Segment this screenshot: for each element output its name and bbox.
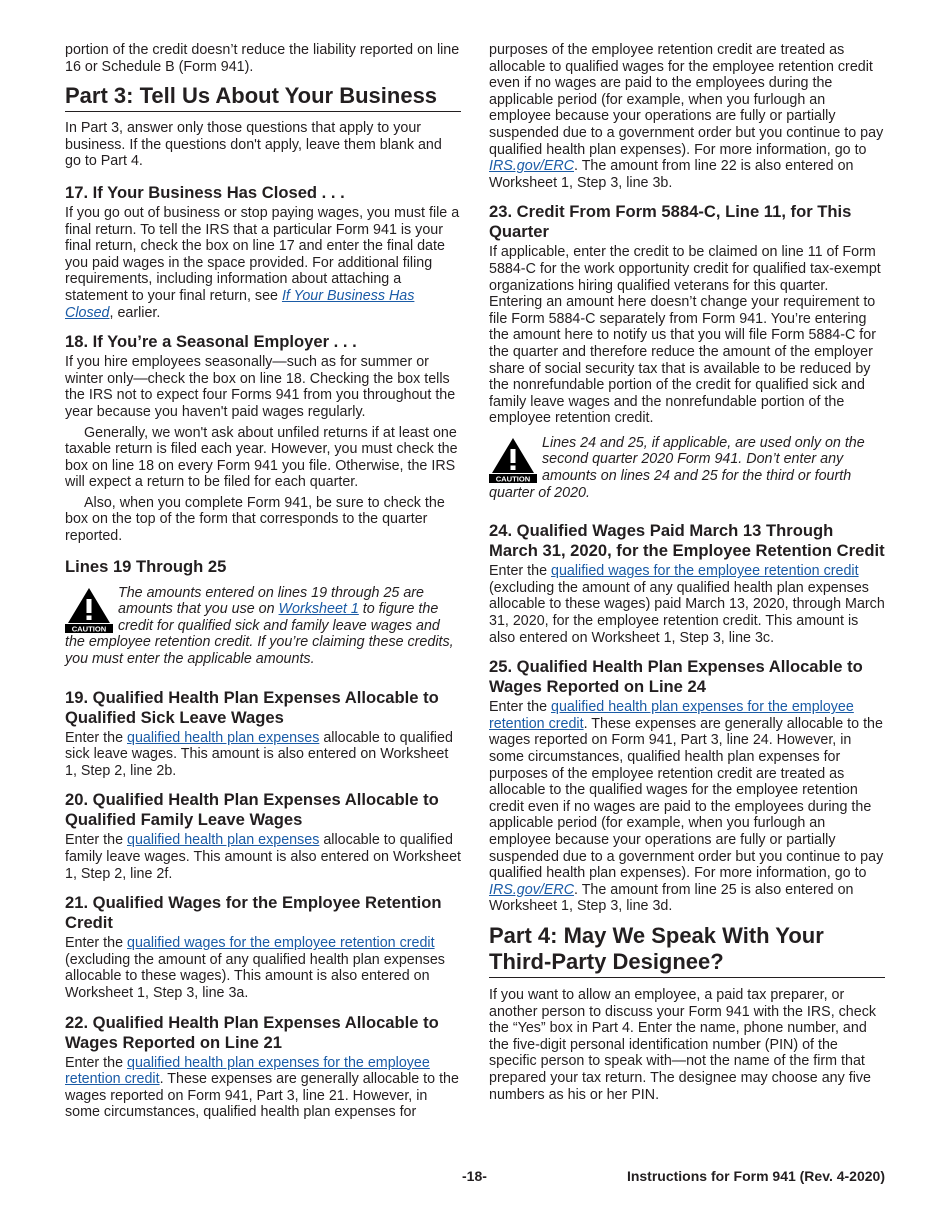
caution-note-1 bbox=[65, 585, 461, 668]
line22-continued: purposes of the employee retention credit are treated as allocable to qualified wages for the employee retention credit even if no wages are paid to the employees during the applicable period (for example, when you furlough an employee because your operations are fully or partially suspended due to a government order but you continue to pay qualified health plan expenses). For more information, go to IRS.gov/ERC. The amount from line 22 is also entered on Worksheet 1, Step 3, line 3b. bbox=[489, 42, 884, 191]
irs-erc-link-2[interactable]: IRS.gov/ERC bbox=[489, 881, 575, 898]
part3-heading: Part 3: Tell Us About Your Business bbox=[65, 83, 461, 112]
line25-heading: 25. Qualified Health Plan Expenses Allocable to Wages Reported on Line 24 bbox=[489, 657, 863, 697]
business-closed-link[interactable]: If Your Business Has Closed bbox=[65, 287, 415, 321]
line22-text: Enter the qualified health plan expenses for the employee retention credit. These expenses are generally allocable to the wages reported on Form 941, Part 3, line 21. However, in some circumstances, qualified health plan expenses for bbox=[65, 1054, 459, 1121]
part4-heading: Part 4: May We Speak With Your Third-Party Designee? bbox=[489, 923, 885, 978]
line18-para1: If you hire employees seasonally—such as for summer or winter only—check the box on line 18. Checking the box tells the IRS not to expect four Forms 941 from you throughout the year because you haven't paid wages regularly. bbox=[65, 354, 456, 420]
caution-label: CAUTION bbox=[71, 624, 107, 633]
line17-heading: 17. If Your Business Has Closed . . . bbox=[65, 182, 345, 202]
caution-label: CAUTION bbox=[495, 474, 531, 483]
line19-heading: 19. Qualified Health Plan Expenses Allocable to Qualified Sick Leave Wages bbox=[65, 687, 439, 727]
right-column bbox=[489, 40, 885, 1103]
lines19-25-heading: Lines 19 Through 25 bbox=[65, 556, 227, 576]
line24-heading: 24. Qualified Wages Paid March 13 Through March 31, 2020, for the Employee Retention Credit bbox=[489, 521, 885, 561]
line19-text: Enter the qualified health plan expenses allocable to qualified sick leave wages. This amount is also entered on Worksheet 1, Step 2, line 2b. bbox=[65, 729, 453, 779]
caution-2-text: Lines 24 and 25, if applicable, are used only on the second quarter 2020 Form 941. Don’t enter any amounts on lines 24 and 25 for the third or fourth quarter of 2020. bbox=[489, 434, 865, 501]
line20-text: Enter the qualified health plan expenses allocable to qualified family leave wages. This amount is also entered on Worksheet 1, Step 2, line 2f. bbox=[65, 832, 462, 882]
line25-text: Enter the qualified health plan expenses for the employee retention credit. These expenses are generally allocable to the wages reported on Form 941, Part 3, line 24. However, in some circumstances, qualified health plan expenses for purposes of the employee retention credit are treated as allocable to the qualified wages for the employee retention credit even if no wages are paid to the employees during the applicable period (for example, when you furlough an employee because your operations are fully or partially suspended due to a government order but you continue to pay qualified health plan expenses). For more information, go to IRS.gov/ERC. The amount from line 25 is also entered on Worksheet 1, Step 3, line 3d. bbox=[489, 699, 884, 915]
part4-text: If you want to allow an employee, a paid tax preparer, or another person to discuss your Form 941 with the IRS, check the “Yes” box in Part 4. Enter the name, phone number, and the five-digit personal identification number (PIN) of the specific person to speak with—not the name of the firm that prepared your tax return. The designee may choose any five numbers as his or her PIN. bbox=[489, 986, 876, 1103]
part3-text: In Part 3, answer only those questions that apply to your business. If the questions don't apply, leave them blank and go to Part 4. bbox=[65, 120, 442, 170]
health-plan-expenses-erc-link-2[interactable]: qualified health plan expenses for the employee retention credit bbox=[489, 699, 854, 732]
worksheet-1-link[interactable]: Worksheet 1 bbox=[278, 601, 359, 618]
line22-heading: 22. Qualified Health Plan Expenses Allocable to Wages Reported on Line 21 bbox=[65, 1012, 439, 1052]
line18-para2: Generally, we won't ask about unfiled returns if at least one taxable return is filed each year. However, you must check the box on line 18 on every Form 941 you file. Otherwise, the IRS will expect a return to be filed for each quarter. bbox=[65, 424, 458, 491]
line21-heading: 21. Qualified Wages for the Employee Retention Credit bbox=[65, 893, 442, 933]
health-plan-expenses-erc-link-1[interactable]: qualified health plan expenses for the employee retention credit bbox=[65, 1054, 430, 1088]
qualified-wages-link-2[interactable]: qualified wages for the employee retention credit bbox=[551, 563, 859, 580]
line20-heading: 20. Qualified Health Plan Expenses Allocable to Qualified Family Leave Wages bbox=[65, 790, 439, 830]
caution-1-text: The amounts entered on lines 19 through 25 are amounts that you use on Worksheet 1 to figure the credit for qualified sick and family leave wages and the employee retention credit. If you’re claiming these credits, you must enter the applicable amounts. bbox=[65, 584, 454, 668]
health-plan-expenses-link-1[interactable]: qualified health plan expenses bbox=[127, 729, 320, 746]
form-title-footer: Instructions for Form 941 (Rev. 4-2020) bbox=[626, 1168, 885, 1184]
page-number: -18- bbox=[462, 1168, 487, 1184]
line21-text: Enter the qualified wages for the employee retention credit (excluding the amount of any qualified health plan expenses allocable to these wages). This amount is also entered on Worksheet 1, Step 3, line 3a. bbox=[65, 935, 445, 1001]
line23-text: If applicable, enter the credit to be claimed on line 11 of Form 5884-C for the work opportunity credit for qualified tax-exempt organizations hiring qualified veterans for this quarter. Entering an amount here doesn’t change your requirement to file Form 5884-C separately from Form 941. You’re entering the amount here to notify us that you will file Form 5884-C for the quarter and therefore reduce the amount of the employer share of social security tax that is available to be reduced by the nonrefundable portion of the credit for qualified sick and family leave wages and the nonrefundable portion of the employee retention credit. bbox=[489, 244, 881, 427]
line18-para3: Also, when you complete Form 941, be sure to check the box on the top of the form that corresponds to the quarter reported. bbox=[65, 494, 445, 545]
line24-text: Enter the qualified wages for the employee retention credit (excluding the amount of any qualified health plan expenses allocable to these wages) paid March 13, 2020, through March 31, 2020, for the employee retention credit. This amount is also entered on Worksheet 1, Step 3, line 3c. bbox=[489, 563, 885, 646]
line23-heading: 23. Credit From Form 5884-C, Line 11, for This Quarter bbox=[489, 202, 852, 242]
health-plan-expenses-link-2[interactable]: qualified health plan expenses bbox=[127, 832, 320, 849]
caution-icon bbox=[65, 587, 113, 633]
left-column bbox=[65, 40, 461, 1121]
irs-erc-link-1[interactable]: IRS.gov/ERC bbox=[489, 158, 575, 175]
line18-heading: 18. If You’re a Seasonal Employer . . . bbox=[65, 332, 357, 352]
caution-note-2 bbox=[489, 435, 885, 501]
intro-tail: portion of the credit doesn’t reduce the liability reported on line 16 or Schedule B (Form 941). bbox=[65, 42, 460, 75]
qualified-wages-link-1[interactable]: qualified wages for the employee retention credit bbox=[127, 935, 435, 952]
caution-icon bbox=[489, 437, 537, 483]
line17-text: If you go out of business or stop paying wages, you must file a final return. To tell the IRS that a particular Form 941 is your final return, check the box on line 17 and enter the final date you paid wages in the space provided. For additional filing requirements, including information about attaching a statement to your final return, see If Your Business Has Closed, earlier. bbox=[65, 204, 460, 321]
